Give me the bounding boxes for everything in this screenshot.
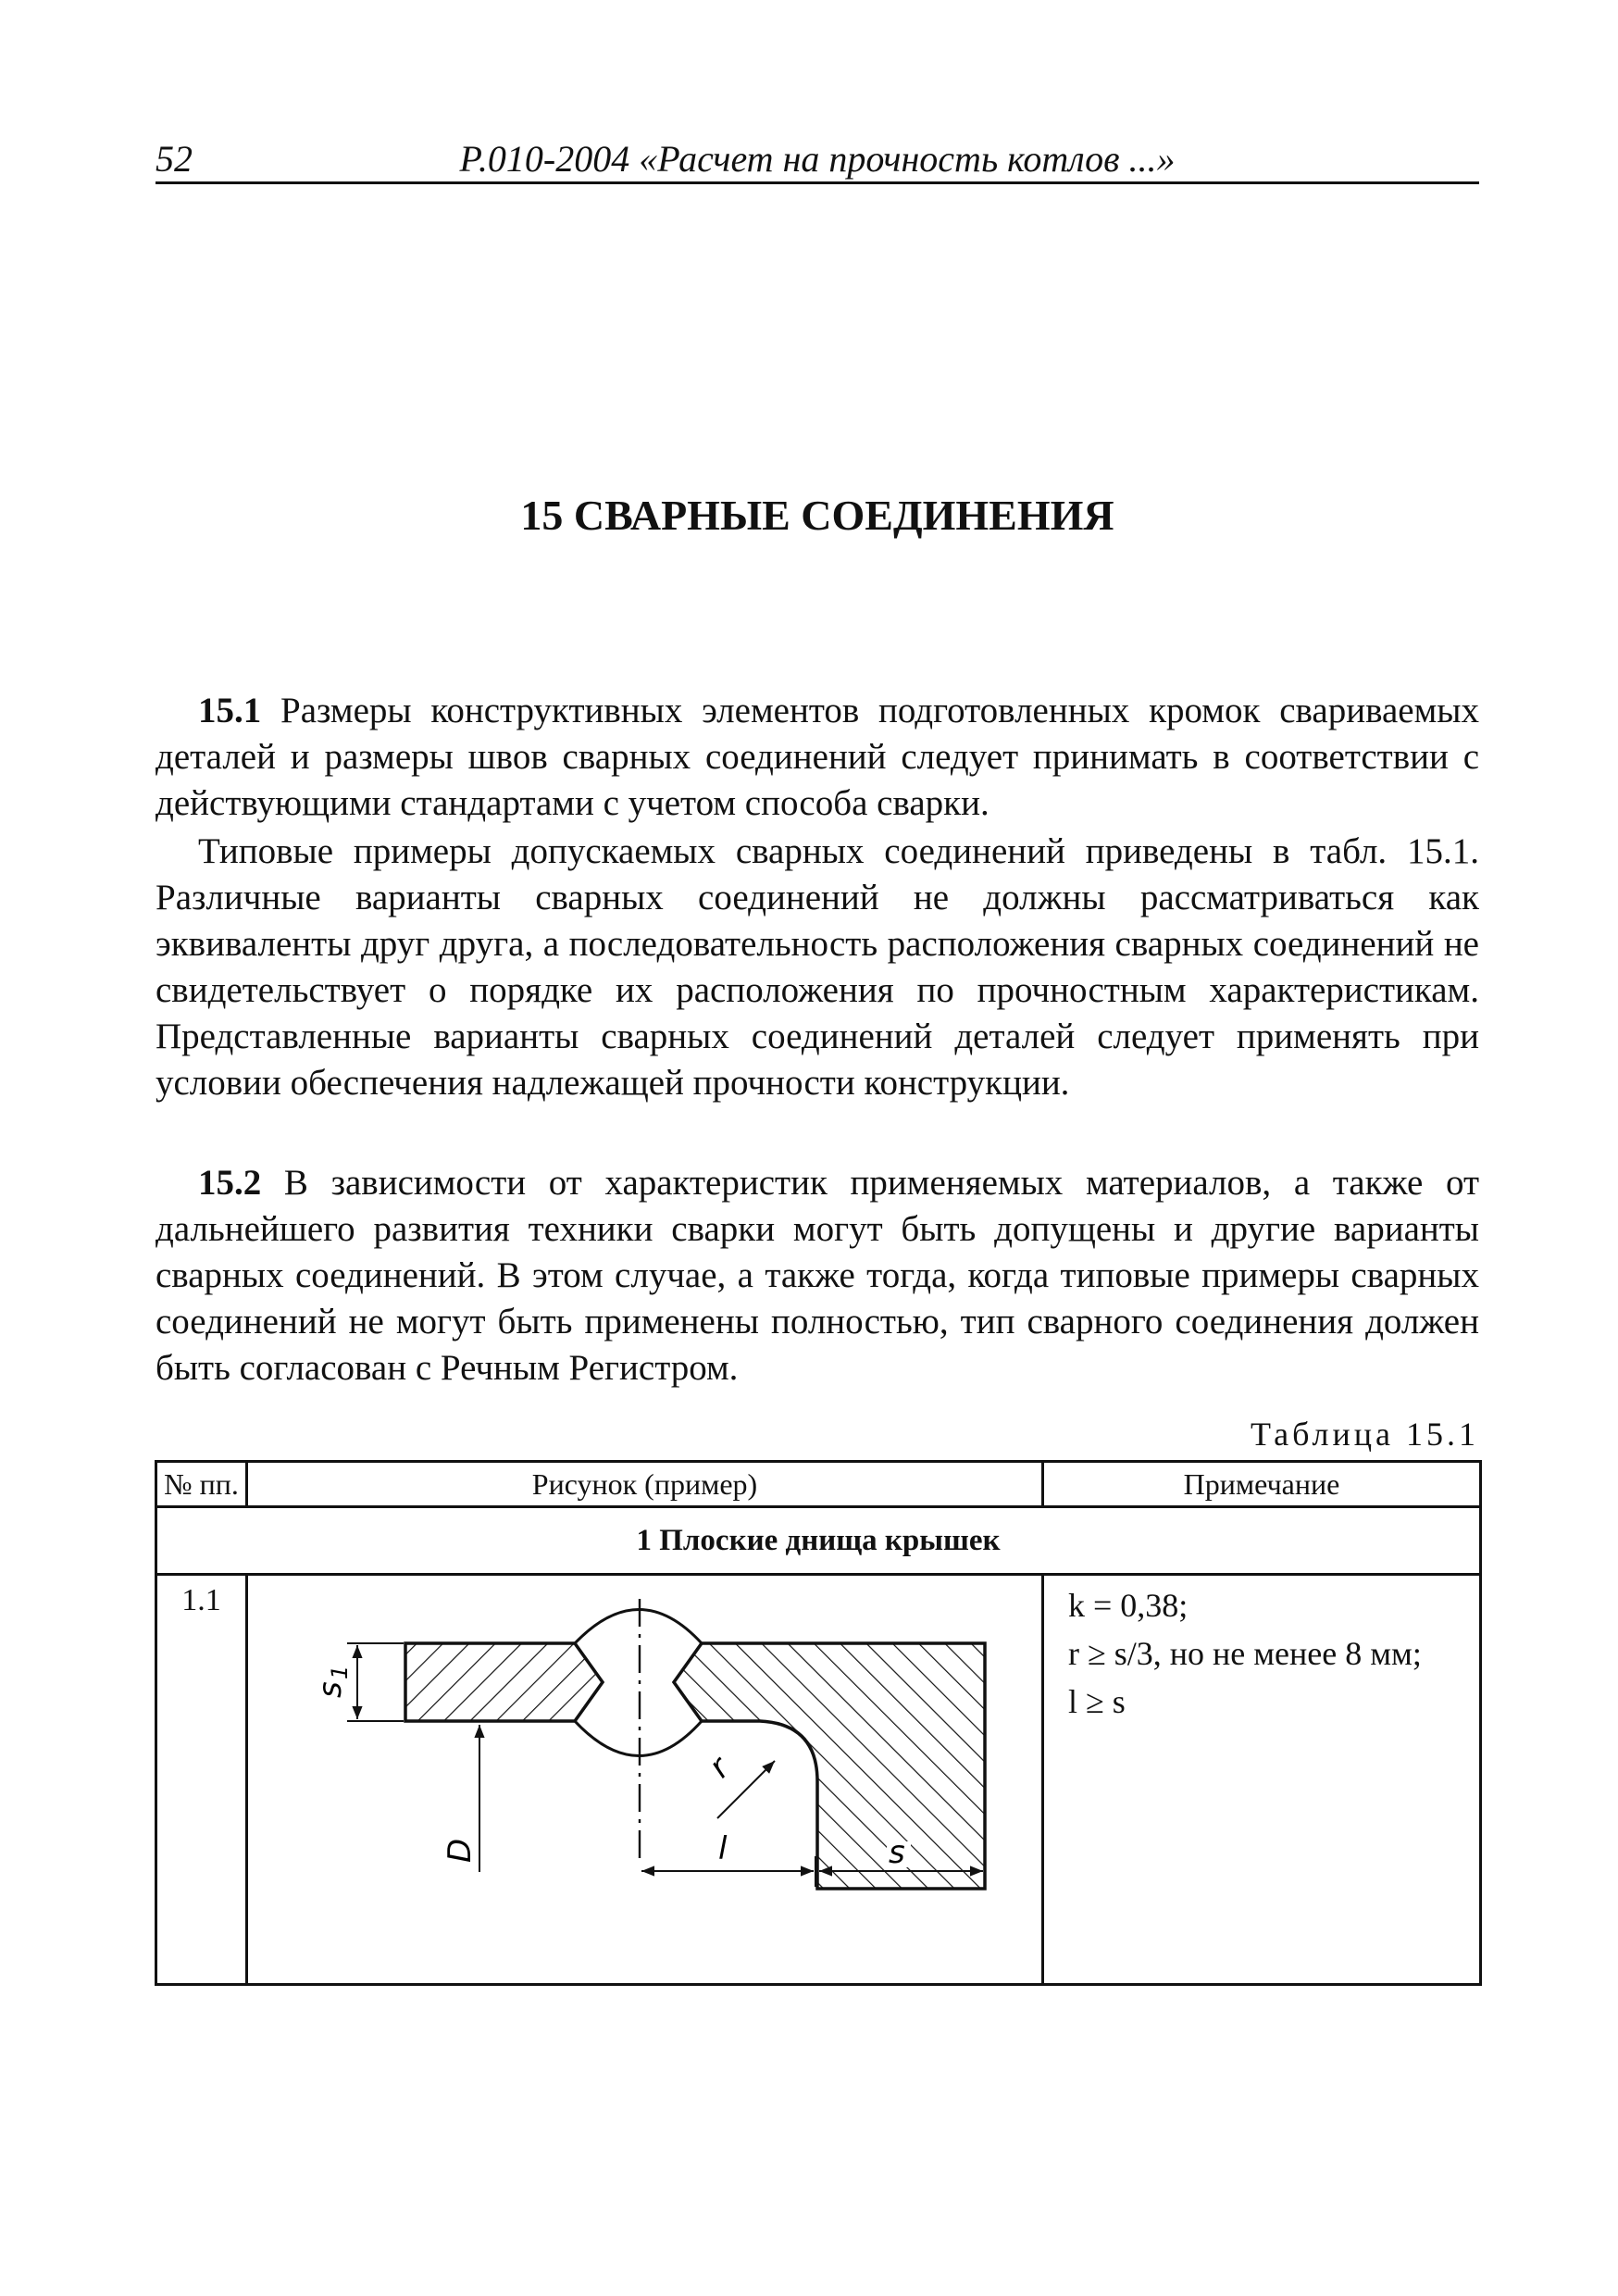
- row-number: 1.1: [156, 1575, 247, 1985]
- table-group-row: [156, 1507, 1481, 1575]
- weld-joint-drawing: [248, 1576, 1044, 1989]
- dimension-r: [702, 1749, 775, 1818]
- clause-number: 15.1: [198, 691, 262, 730]
- running-title: Р.010-2004 «Расчет на прочность котлов ...»: [459, 138, 1176, 180]
- note-k: k = 0,38;: [1068, 1587, 1189, 1624]
- clause-number: 15.2: [198, 1163, 262, 1203]
- group-title: 1 Плоские днища крышек: [156, 1507, 1481, 1575]
- table-row: [156, 1575, 1481, 1985]
- paragraph-text: В зависимости от характеристик применяемых материалов, а также от дальнейшего развития техники сварки могут быть допущены и другие варианты сварных соединений. В этом случае, а также тогда, когда типовые примеры сварных соединений не могут быть применены полностью, тип сварного соединения должен быть согласован с Речным Регистром.: [156, 1163, 1479, 1388]
- header-figure: Рисунок (пример): [247, 1462, 1043, 1507]
- note-r: r ≥ s/3, но не менее 8 мм;: [1068, 1635, 1422, 1672]
- svg-text:s: s: [889, 1834, 905, 1871]
- svg-text:s: s: [312, 1681, 349, 1698]
- welded-joints-table: [155, 1460, 1482, 1986]
- left-plate-section: [405, 1643, 603, 1721]
- dimension-l: [641, 1830, 815, 1887]
- section-title: 15 СВАРНЫЕ СОЕДИНЕНИЯ: [520, 492, 1114, 539]
- paragraph-15-1: [156, 688, 1479, 827]
- dimension-s1: [312, 1643, 404, 1721]
- svg-text:1: 1: [327, 1665, 353, 1679]
- paragraph-text: Размеры конструктивных элементов подготовленных кромок свариваемых деталей и размеры швов сварных соединений следует принимать в соответствии с действующими стандартами с учетом способа сварки.: [156, 691, 1479, 823]
- table-header-row: [156, 1462, 1481, 1507]
- svg-text:l: l: [718, 1830, 728, 1867]
- table-caption: Таблица 15.1: [1251, 1416, 1479, 1453]
- page-number: 52: [156, 138, 193, 180]
- svg-text:D: D: [442, 1838, 479, 1863]
- paragraph-15-2: [156, 1160, 1479, 1391]
- weld-drawing-cell: [247, 1575, 1043, 1985]
- note-l: l ≥ s: [1068, 1683, 1126, 1720]
- page-header: [156, 137, 1479, 184]
- header-note: Примечание: [1043, 1462, 1481, 1507]
- header-number: № пп.: [156, 1462, 247, 1507]
- svg-text:r: r: [702, 1750, 738, 1786]
- dimension-D: [442, 1725, 479, 1872]
- paragraph-typical-examples: Типовые примеры допускаемых сварных соединений приведены в табл. 15.1. Различные варианты сварных соединений не должны рассматриваться как эквиваленты друг друга, а последовательность расположения сварных соединений не свидетельствует о порядке их расположения по прочностным характеристикам. Представленные варианты сварных соединений деталей следует применять при условии обеспечения надлежащей прочности конструкции.: [156, 831, 1479, 1103]
- row-notes: [1043, 1575, 1481, 1985]
